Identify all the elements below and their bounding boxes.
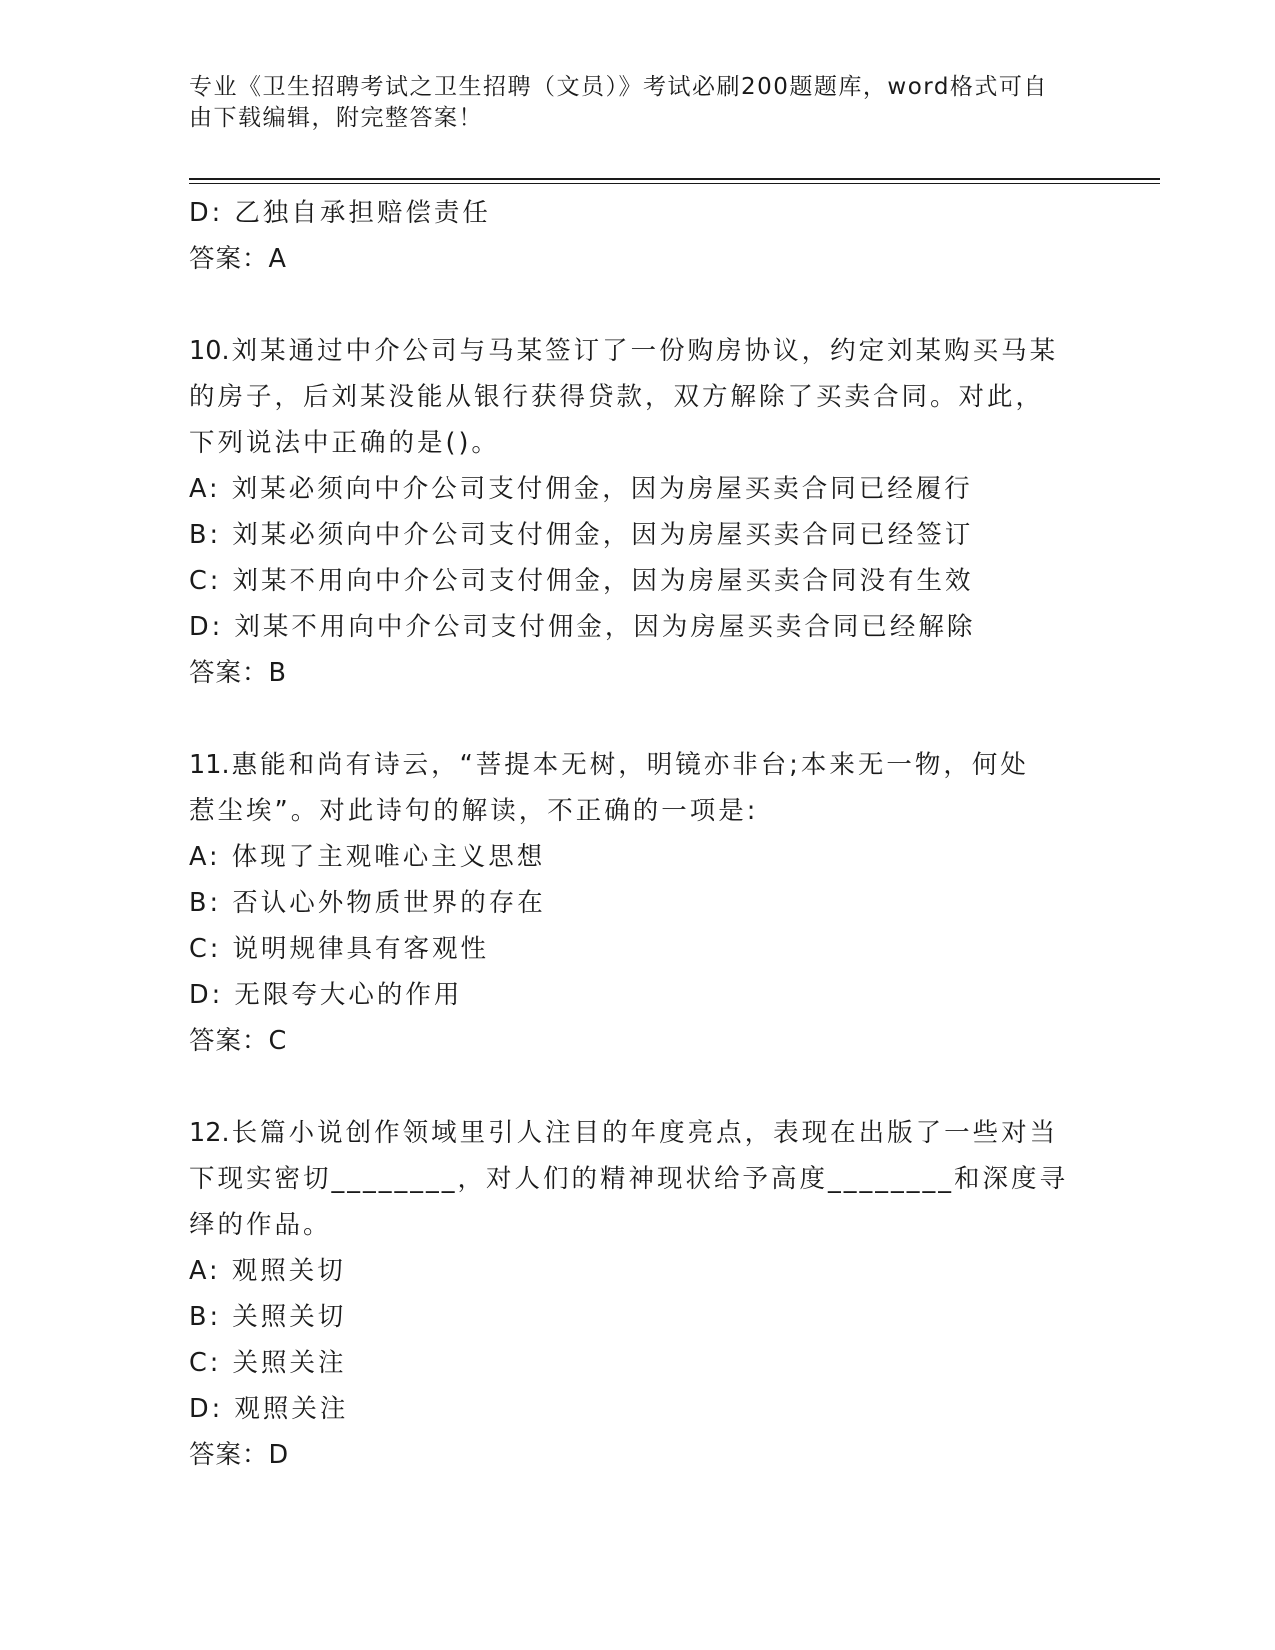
question-stem-line: 的房子，后刘某没能从银行获得贷款，双方解除了买卖合同。对此， — [189, 382, 1045, 412]
header-divider-thin — [189, 183, 1160, 184]
header-line-1: 专业《卫生招聘考试之卫生招聘（文员）》考试必刷200题题库，word格式可自 — [189, 74, 1048, 100]
answer-line: 答案：B — [189, 658, 287, 688]
option-d: D: 刘某不用向中介公司支付佣金，因为房屋买卖合同已经解除 — [189, 612, 976, 642]
option-b: B: 关照关切 — [189, 1302, 347, 1332]
question-stem-line: 11.惠能和尚有诗云，“菩提本无树，明镜亦非台;本来无一物，何处 — [189, 750, 1029, 780]
option-a: A: 观照关切 — [189, 1256, 346, 1286]
spacer — [189, 1064, 1089, 1110]
header-line-2: 由下载编辑，附完整答案！ — [189, 105, 483, 131]
question-stem-line: 惹尘埃”。对此诗句的解读，不正确的一项是: — [189, 796, 759, 826]
option-c: C: 说明规律具有客观性 — [189, 934, 490, 964]
question-stem-line: 下列说法中正确的是()。 — [189, 428, 500, 458]
answer-line: 答案：C — [189, 1026, 288, 1056]
option-c: C: 刘某不用向中介公司支付佣金，因为房屋买卖合同没有生效 — [189, 566, 974, 596]
option-a: A: 体现了主观唯心主义思想 — [189, 842, 546, 872]
question-stem-line: 12.长篇小说创作领域里引人注目的年度亮点，表现在出版了一些对当 — [189, 1118, 1059, 1148]
question-number: 10. — [189, 336, 230, 366]
answer-line: 答案：D — [189, 1440, 290, 1470]
option-b: B: 刘某必须向中介公司支付佣金，因为房屋买卖合同已经签订 — [189, 520, 974, 550]
option-c: C: 关照关注 — [189, 1348, 347, 1378]
option-a: A: 刘某必须向中介公司支付佣金，因为房屋买卖合同已经履行 — [189, 474, 973, 504]
header-divider-thick — [189, 178, 1160, 180]
question-12 — [189, 1110, 1089, 1478]
spacer — [189, 282, 1089, 328]
question-number: 12. — [189, 1118, 230, 1148]
spacer — [189, 696, 1089, 742]
question-10 — [189, 328, 1089, 696]
carryover-answer: 答案：A — [189, 244, 287, 274]
question-11 — [189, 742, 1089, 1064]
question-stem-line: 下现实密切________，对人们的精神现状给予高度________和深度寻 — [189, 1164, 1069, 1194]
document-header — [189, 72, 1069, 134]
option-b: B: 否认心外物质世界的存在 — [189, 888, 546, 918]
question-stem-line: 10.刘某通过中介公司与马某签订了一份购房协议，约定刘某购买马某 — [189, 336, 1059, 366]
question-number: 11. — [189, 750, 230, 780]
option-d: D: 观照关注 — [189, 1394, 349, 1424]
option-d: D: 无限夸大心的作用 — [189, 980, 463, 1010]
question-stem-line: 绎的作品。 — [189, 1210, 332, 1240]
carryover-option-d: D: 乙独自承担赔偿责任 — [189, 198, 491, 228]
document-body — [189, 190, 1089, 1478]
